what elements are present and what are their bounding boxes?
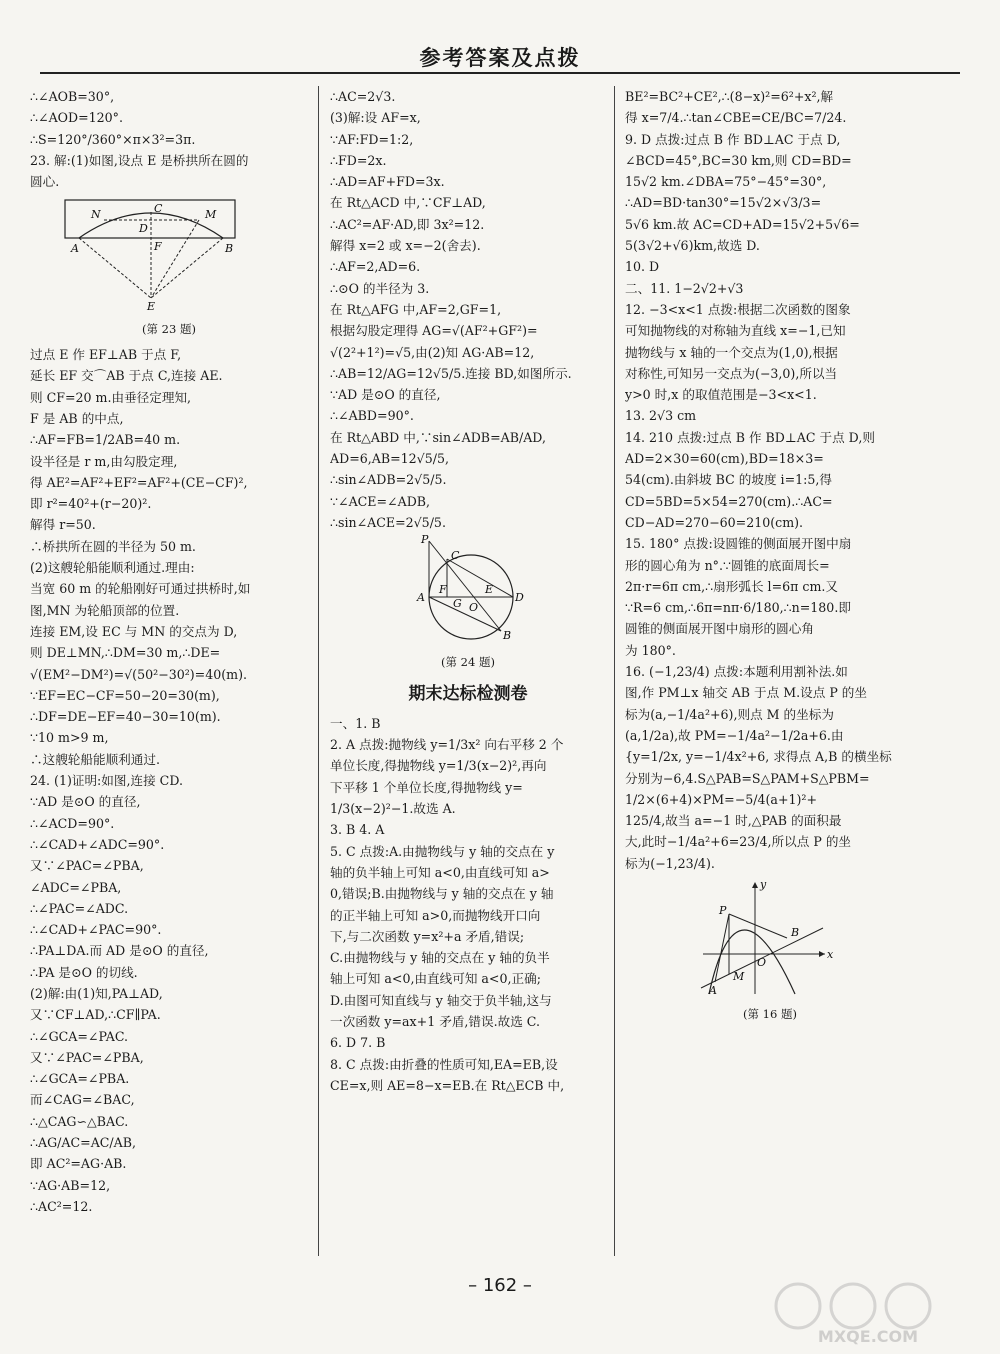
- fig24-label: G: [453, 597, 462, 611]
- text-line: 在 Rt△AFG 中,AF=2,GF=1,: [330, 301, 502, 317]
- text-line: 9. D 点拨:过点 B 作 BD⊥AC 于点 D,: [625, 131, 841, 147]
- fig16-label: x: [827, 947, 834, 961]
- text-line: 延长 EF 交⌒AB 于点 C,连接 AE.: [30, 368, 223, 384]
- text-line: ∴∠GCA=∠PBA.: [30, 1071, 130, 1087]
- text-line: 23. 解:(1)如图,设点 E 是桥拱所在圆的: [30, 152, 249, 168]
- text-line: ∠BCD=45°,BC=30 km,则 CD=BD=: [625, 152, 852, 168]
- text-line: 当宽 60 m 的轮船刚好可通过拱桥时,如: [30, 581, 251, 597]
- header-rule: [40, 72, 960, 74]
- text-line: ∴∠AOD=120°.: [30, 110, 123, 126]
- figure-caption: (第 23 题): [142, 321, 196, 336]
- text-line: 图,作 PM⊥x 轴交 AB 于点 M.设点 P 的坐: [625, 685, 867, 701]
- figure-24: [330, 535, 606, 673]
- text-line: 则 CF=20 m.由垂径定理知,: [30, 389, 192, 405]
- text-line: ∵EF=EC−CF=50−20=30(m),: [30, 687, 220, 703]
- text-line: 在 Rt△ACD 中,∵CF⊥AD,: [330, 195, 486, 211]
- text-line: ∴∠GCA=∠PAC.: [30, 1028, 129, 1044]
- text-line: 单位长度,得抛物线 y=1/3(x−2)²,再向: [330, 758, 547, 774]
- text-line: 10. D: [625, 259, 660, 275]
- fig23-label: M: [205, 208, 217, 222]
- text-line: 2. A 点拨:抛物线 y=1/3x² 向右平移 2 个: [330, 737, 564, 753]
- fig23-label: D: [139, 222, 148, 236]
- text-line: 13. 2√3 cm: [625, 408, 697, 424]
- text-line: 轴的负半轴上可知 a<0,由直线可知 a>: [330, 864, 550, 880]
- text-line: ∵∠ACE=∠ADB,: [330, 493, 431, 509]
- text-line: 即 r²=40²+(r−20)².: [30, 496, 152, 512]
- text-line: CD−AD=270−60=210(cm).: [625, 514, 804, 530]
- fig24-label: A: [417, 591, 425, 605]
- fig24-label: B: [503, 629, 512, 643]
- text-line: D.由图可知直线与 y 轴交于负半轴,这与: [330, 992, 552, 1008]
- text-line: ∴AC²=AF·AD,即 3x²=12.: [330, 216, 485, 232]
- fig24-label: P: [421, 535, 429, 547]
- text-line: ∴△CAG∽△BAC.: [30, 1113, 129, 1129]
- fig16-label: B: [791, 925, 800, 939]
- figure-caption: (第 24 题): [441, 654, 495, 669]
- text-line: 8. C 点拨:由折叠的性质可知,EA=EB,设: [330, 1056, 558, 1072]
- text-line: 圆心.: [30, 174, 60, 190]
- section-title: 期末达标检测卷: [408, 683, 528, 704]
- figure-23: [30, 194, 308, 340]
- text-line: √(EM²−DM²)=√(50²−30²)=40(m).: [30, 666, 248, 682]
- text-line: ∴⊙O 的半径为 3.: [330, 280, 430, 296]
- text-line: ∵10 m>9 m,: [30, 730, 109, 746]
- text-line: 一次函数 y=ax+1 矛盾,错误.故选 C.: [330, 1013, 540, 1029]
- text-line: 125/4,故当 a=−1 时,△PAB 的面积最: [625, 813, 842, 829]
- text-line: √(2²+1²)=√5,由(2)知 AG·AB=12,: [330, 344, 535, 360]
- text-line: ∴AC²=12.: [30, 1198, 93, 1214]
- text-line: F 是 AB 的中点,: [30, 410, 124, 426]
- text-line: {y=1/2x, y=−1/4x²+6, 求得点 A,B 的横坐标: [625, 749, 892, 765]
- text-line: ∴AC=2√3.: [330, 89, 396, 104]
- text-line: ∴PA⊥DA.而 AD 是⊙O 的直径,: [30, 943, 209, 959]
- fig23-label: F: [154, 240, 162, 254]
- text-line: ∠ADC=∠PBA,: [30, 879, 122, 895]
- text-line: 圆锥的侧面展开图中扇形的圆心角: [625, 621, 814, 637]
- page-number: – 162 –: [468, 1275, 532, 1296]
- text-line: (a,1/2a),故 PM=−1/4a²−1/2a+6.由: [625, 727, 844, 743]
- fig16-label: y: [760, 877, 767, 891]
- text-line: ∴桥拱所在圆的半径为 50 m.: [30, 538, 196, 554]
- text-line: 54(cm).由斜坡 BC 的坡度 i=1:5,得: [625, 472, 832, 488]
- fig24-label: C: [451, 549, 460, 563]
- text-line: ∴∠CAD+∠ADC=90°.: [30, 836, 165, 852]
- text-line: (3)解:设 AF=x,: [330, 110, 421, 126]
- text-line: ∴AF=FB=1/2AB=40 m.: [30, 432, 181, 448]
- fig23-label: C: [154, 202, 163, 216]
- text-line: 根据勾股定理得 AG=√(AF²+GF²)=: [330, 323, 538, 339]
- fig24-label: D: [515, 591, 524, 605]
- text-line: ∴PA 是⊙O 的切线.: [30, 964, 138, 980]
- text-line: ∵R=6 cm,∴6π=nπ·6/180,∴n=180.即: [625, 600, 851, 616]
- text-line: ∴AF=2,AD=6.: [330, 259, 421, 275]
- text-line: CE=x,则 AE=8−x=EB.在 Rt△ECB 中,: [330, 1077, 565, 1093]
- text-line: 一、1. B: [330, 715, 381, 731]
- text-line: 大,此时−1/4a²+6=23/4,所以点 P 的坐: [625, 834, 852, 850]
- text-line: ∴AB=12/AG=12√5/5.连接 BD,如图所示.: [330, 365, 572, 381]
- text-line: 24. (1)证明:如图,连接 CD.: [30, 773, 183, 789]
- text-line: 12. −3<x<1 点拨:根据二次函数的图象: [625, 301, 851, 317]
- fig23-label: B: [225, 242, 234, 256]
- text-line: 解得 x=2 或 x=−2(舍去).: [330, 238, 481, 254]
- text-line: 又∵∠PAC=∠PBA,: [30, 858, 144, 874]
- text-line: ∴sin∠ADB=2√5/5.: [330, 472, 447, 488]
- fig23-label: N: [91, 208, 101, 222]
- figure-16: [625, 876, 915, 1026]
- text-line: 得 AE²=AF²+EF²=AF²+(CE−CF)²,: [30, 474, 248, 490]
- text-line: 对称性,可知另一交点为(−3,0),所以当: [625, 365, 838, 381]
- text-line: ∴∠ACD=90°.: [30, 815, 115, 831]
- column-left: [30, 86, 308, 1268]
- column-middle: [330, 86, 606, 1268]
- text-line: 15√2 km.∠DBA=75°−45°=30°,: [625, 174, 827, 190]
- text-line: 为 180°.: [625, 642, 676, 658]
- text-line: 0,错误;B.由抛物线与 y 轴的交点在 y 轴: [330, 886, 554, 902]
- text-line: 2π·r=6π cm,∴扇形弧长 l=6π cm.又: [625, 578, 839, 594]
- text-line: 图,MN 为轮船顶部的位置.: [30, 602, 180, 618]
- text-line: ∴AG/AC=AC/AB,: [30, 1135, 137, 1151]
- text-line: 而∠CAG=∠BAC,: [30, 1092, 135, 1108]
- text-line: y>0 时,x 的取值范围是−3<x<1.: [625, 387, 817, 403]
- fig23-label: A: [71, 242, 79, 256]
- watermark-logo: [758, 1276, 978, 1346]
- text-line: 标为(−1,23/4).: [625, 855, 715, 871]
- text-line: ∴∠CAD+∠PAC=90°.: [30, 922, 162, 938]
- fig24-label: F: [439, 583, 447, 597]
- text-line: 可知抛物线的对称轴为直线 x=−1,已知: [625, 323, 846, 339]
- text-line: 解得 r=50.: [30, 517, 96, 533]
- text-line: 分别为−6,4.S△PAB=S△PAM+S△PBM=: [625, 770, 870, 786]
- text-line: ∵AG·AB=12,: [30, 1177, 111, 1193]
- text-line: AD=2×30=60(cm),BD=18×3=: [625, 451, 824, 467]
- fig16-label: O: [757, 955, 767, 969]
- text-line: 下平移 1 个单位长度,得抛物线 y=: [330, 779, 523, 795]
- text-line: CD=5BD=5×54=270(cm).∴AC=: [625, 493, 833, 509]
- text-line: ∵AF:FD=1:2,: [330, 131, 414, 147]
- text-line: 二、11. 1−2√2+√3: [625, 280, 744, 296]
- text-line: 又∵CF⊥AD,∴CF∥PA.: [30, 1007, 161, 1023]
- page-header-title: 参考答案及点拨: [419, 46, 581, 70]
- text-line: 过点 E 作 EF⊥AB 于点 F,: [30, 347, 182, 363]
- text-line: 连接 EM,设 EC 与 MN 的交点为 D,: [30, 623, 238, 639]
- text-line: 6. D 7. B: [330, 1035, 386, 1051]
- column-divider: [318, 86, 319, 1256]
- text-line: ∴这艘轮船能顺利通过.: [30, 751, 160, 767]
- text-line: 3. B 4. A: [330, 822, 385, 838]
- text-line: 15. 180° 点拨:设圆锥的侧面展开图中扇: [625, 536, 852, 552]
- text-line: 则 DE⊥MN,∴DM=30 m,∴DE=: [30, 645, 221, 661]
- text-line: 14. 210 点拨:过点 B 作 BD⊥AC 于点 D,则: [625, 429, 875, 445]
- text-line: 即 AC²=AG·AB.: [30, 1156, 127, 1172]
- text-line: ∵AD 是⊙O 的直径,: [330, 387, 441, 403]
- text-line: 形的圆心角为 n°.∵圆锥的底面周长=: [625, 557, 830, 573]
- text-line: ∴AD=AF+FD=3x.: [330, 174, 445, 190]
- text-line: (2)这艘轮船能顺利通过.理由:: [30, 560, 195, 576]
- text-line: ∴sin∠ACE=2√5/5.: [330, 514, 446, 530]
- text-line: 抛物线与 x 轴的一个交点为(1,0),根据: [625, 344, 838, 360]
- text-line: 16. (−1,23/4) 点拨:本题利用割补法.如: [625, 664, 848, 680]
- text-line: 得 x=7/4.∴tan∠CBE=CE/BC=7/24.: [625, 110, 847, 126]
- watermark-text: MXQE.COM: [817, 1327, 919, 1346]
- text-line: AD=6,AB=12√5/5,: [330, 451, 449, 467]
- text-line: 设半径是 r m,由勾股定理,: [30, 453, 178, 469]
- text-line: BE²=BC²+CE²,∴(8−x)²=6²+x²,解: [625, 89, 834, 104]
- fig16-label: P: [719, 903, 727, 917]
- column-divider: [614, 86, 615, 1256]
- figure-caption: (第 16 题): [743, 1007, 797, 1022]
- text-line: ∴S=120°/360°×π×3²=3π.: [30, 131, 196, 147]
- fig23-label: E: [147, 300, 156, 313]
- text-line: 轴上可知 a<0,由直线可知 a<0,正确;: [330, 971, 541, 987]
- text-line: ∴AD=BD·tan30°=15√2×√3/3=: [625, 195, 822, 211]
- fig24-label: E: [485, 583, 494, 597]
- text-line: (2)解:由(1)知,PA⊥AD,: [30, 985, 163, 1001]
- fig16-label: A: [709, 983, 717, 997]
- text-line: ∵AD 是⊙O 的直径,: [30, 794, 141, 810]
- text-line: ∴DF=DE−EF=40−30=10(m).: [30, 709, 221, 725]
- text-line: 下,与二次函数 y=x²+a 矛盾,错误;: [330, 928, 525, 944]
- text-line: ∴∠PAC=∠ADC.: [30, 900, 129, 916]
- text-line: C.由抛物线与 y 轴的交点在 y 轴的负半: [330, 950, 550, 966]
- text-line: 在 Rt△ABD 中,∵sin∠ADB=AB/AD,: [330, 429, 546, 445]
- text-line: 5√6 km.故 AC=CD+AD=15√2+5√6=: [625, 216, 860, 232]
- column-right: [625, 86, 915, 1268]
- fig24-label: O: [469, 601, 479, 615]
- text-line: ∴FD=2x.: [330, 152, 387, 168]
- fig16-label: M: [733, 969, 745, 983]
- text-line: ∴∠AOB=30°,: [30, 89, 115, 104]
- text-line: 5. C 点拨:A.由抛物线与 y 轴的交点在 y: [330, 843, 555, 859]
- text-line: 1/2×(6+4)×PM=−5/4(a+1)²+: [625, 791, 818, 807]
- text-line: 5(3√2+√6)km,故选 D.: [625, 238, 760, 254]
- text-line: 的正半轴上可知 a>0,而抛物线开口向: [330, 907, 541, 923]
- text-line: 又∵∠PAC=∠PBA,: [30, 1049, 144, 1065]
- text-line: 标为(a,−1/4a²+6),则点 M 的坐标为: [625, 706, 834, 722]
- text-line: ∴∠ABD=90°.: [330, 408, 414, 424]
- text-line: 1/3(x−2)²−1.故选 A.: [330, 801, 456, 817]
